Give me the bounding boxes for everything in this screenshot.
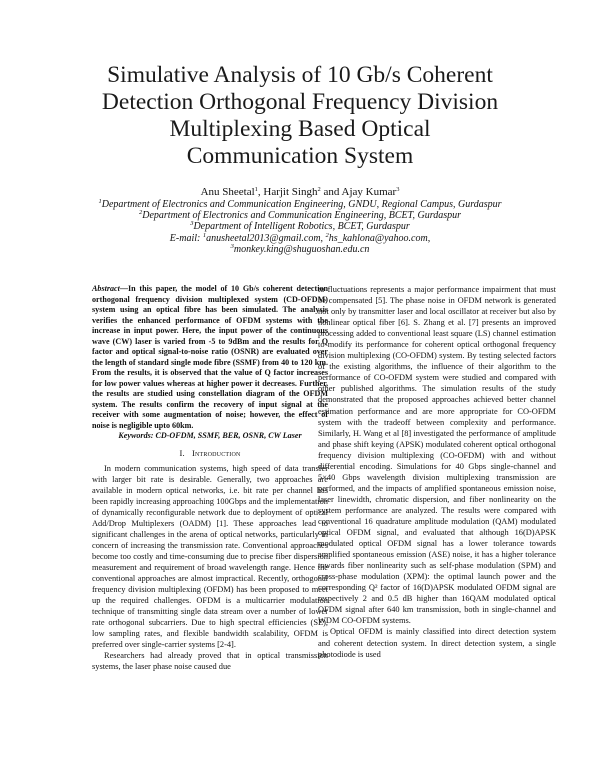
section-number: I. bbox=[179, 447, 185, 458]
title-line: Multiplexing Based Optical bbox=[169, 116, 431, 142]
affiliation-text: Department of Electronics and Communication Engineering, BCET, Gurdaspur bbox=[142, 210, 462, 222]
section-title: Introduction bbox=[191, 447, 241, 458]
email-link-2[interactable]: hs_kahlona@yahoo.com, bbox=[328, 232, 431, 244]
affiliation-sup: 3 bbox=[190, 220, 194, 228]
title-line: Communication System bbox=[186, 143, 414, 169]
keywords-text: : CD-OFDM, SSMF, BER, OSNR, CW Laser bbox=[150, 431, 302, 440]
author-3-sup: 3 bbox=[396, 186, 400, 193]
affiliation-sup: 1 bbox=[98, 198, 102, 205]
email-link-3[interactable]: monkey.king@shuguoshan.edu.cn bbox=[233, 243, 370, 255]
email-line bbox=[40, 233, 560, 244]
affiliation-text: Department of Electronics and Communication Engineering, GNDU, Regional Campus, Gurdaspur bbox=[101, 199, 502, 210]
email-sup: 1 bbox=[202, 231, 207, 239]
abstract-text: —In this paper, the model of 10 Gb/s coherent detection orthogonal frequency division multiplexed system (CD-OFDM) system using an optical fibre has been simulated. The analysis verifies the enhanced performance of OFDM systems with the increase in input power. Here, the input power of the continuous wave (CW) laser is varied from -5 to 9dBm and the results for Q factor and optical signal-to-noise ratio (OSNR) are evaluated over the length of standard single mode fibre (SSMF) from 40 to 120 km. From the results, it is observed that the value of Q factor increases for low power values whereas at higher power it decreases. Further, the results are studied using constellation diagram of the OFDM system. The results confirm the recovery of input signal at the receiver with some augmentation of noise; however, the effect of noise is negligible upto 60km. bbox=[92, 284, 328, 430]
title-line: Detection Orthogonal Frequency Division bbox=[101, 89, 499, 115]
right-column bbox=[318, 284, 556, 660]
paragraph: to fluctuations represents a major performance impairment that must be compensated [5]. The phase noise in OFDM network is generated not only by transmitter laser and local oscillator at receiver but also by nonlinear optical fiber [6]. S. Zhang et al. [7] presents an improved processing added to conventional least square (LS) channel estimation to modify its performance for coherent optical orthogonal frequency division multiplexing (CO-OFDM) system. By testing selected factors of the existing algorithms, the influence of their algorithm to the performance of CO-OFDM system were studied and compared with other published algorithms. The simulation results of the study demonstrated that the proposed approaches achieved better channel estimation performance and are more appropriate for CO-OFDM system with the tradeoff between complexity and performance. Similarly, H. Wang et al [8] investigated the performance of amplitude and phase shift keying (APSK) modulated coherent optical orthogonal frequency division multiplexing (CO-OFDM) with and without differential encoding. Simulations for 40 Gbps single-channel and 5×40 Gbps wavelength division multiplexing transmission are performed, and the impacts of amplified spontaneous emission noise, laser linewidth, chromatic dispersion, and fiber nonlinearity on the system performance are analyzed. The results were compared with conventional 16 quadrature amplitude modulation (QAM) modulated optical OFDM signal, and evaluated that although 16(D)APSK modulated optical OFDM signal has a lower tolerance towards amplified spontaneous emission (ASE) noise, it has a higher tolerance towards fiber nonlinearity such as self-phase modulation (SPM) and cross-phase modulation (XPM): the optimal launch power and the corresponding Q² factor of 16(D)APSK modulated OFDM signal are respectively 2 and 0.5 dB higher than 16QAM modulated optical OFDM signal after 640 km transmission, both in single-channel and WDM CO-OFDM systems. bbox=[318, 285, 556, 626]
author-2: , Harjit Singh bbox=[257, 186, 318, 198]
left-column bbox=[92, 284, 328, 672]
email-sup: 3 bbox=[230, 242, 234, 250]
author-1: Anu Sheetal bbox=[200, 186, 255, 198]
affiliation-2 bbox=[40, 210, 560, 221]
paragraph: Optical OFDM is mainly classified into direct detection system and coherent detection system. In direct detection system, a single photodiode is used bbox=[318, 627, 556, 659]
keywords bbox=[92, 431, 328, 442]
paragraph: Researchers had already proved that in optical transmission systems, the laser phase noise caused due bbox=[92, 651, 328, 672]
abstract bbox=[92, 284, 328, 431]
affiliation-1 bbox=[40, 199, 560, 210]
author-1-sup: 1 bbox=[254, 186, 258, 193]
abstract-label: Abstract bbox=[92, 284, 120, 293]
email-prefix: E-mail: bbox=[169, 232, 203, 244]
email-link-1[interactable]: anusheetal2013@gmail.com, bbox=[206, 232, 326, 244]
email-line-2 bbox=[40, 244, 560, 255]
affiliation-3 bbox=[40, 221, 560, 232]
author-3: and Ajay Kumar bbox=[320, 186, 397, 198]
affiliation-sup: 2 bbox=[138, 209, 143, 217]
author-names bbox=[40, 185, 560, 199]
title-line: Simulative Analysis of 10 Gb/s Coherent bbox=[107, 62, 493, 88]
email-sup: 2 bbox=[325, 231, 329, 239]
author-2-sup: 2 bbox=[317, 186, 321, 193]
author-block bbox=[40, 185, 560, 255]
paper-title bbox=[40, 62, 560, 170]
paragraph: In modern communication systems, high speed of data transfer with larger bit rate is desirable. Generally, two approaches are available in modern optical networks, i.e. bit rate per channel has been rapidly increasing approaching 100Gbps and the implementation of dynamically reconfigurable network due to deployment of optical Add/Drop Multiplexers (OADM) [1]. These approaches lead to significant challenges in the arena of optical networks, particularly in concern of increasing the transmission rate. Conventional approaches become too costly and time-consuming due to precise fiber dispersion measurement and requirement of broad wavelength range. Hence the conventional approaches are almost impractical. Recently, orthogonal frequency division multiplexing (OFDM) has been proposed to meet up the required challenges. OFDM is a multicarrier modulation technique of transmitting single data stream over a number of lower rate orthogonal subcarriers. Due to high spectral efficiencies (SE), low sampling rates, and flexible bandwidth scalability, OFDM is preferred over single-carrier systems [2-4]. bbox=[92, 463, 328, 650]
affiliation-text: Department of Intelligent Robotics, BCET, Gurdaspur bbox=[193, 221, 410, 233]
keywords-label: Keywords bbox=[118, 431, 151, 440]
section-heading bbox=[92, 448, 328, 459]
